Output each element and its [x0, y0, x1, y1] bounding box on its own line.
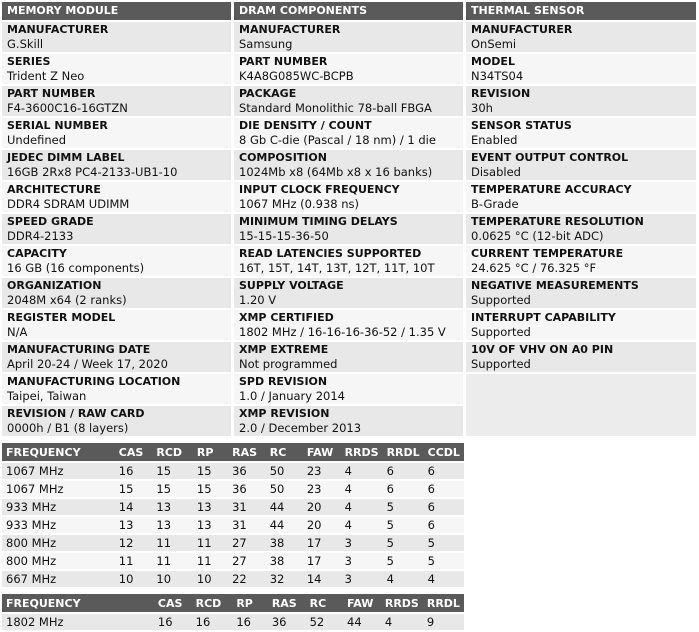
table-cell: 13 [152, 499, 193, 515]
table-cell: 27 [228, 553, 266, 569]
table-cell: 16 [192, 614, 233, 630]
field-label: SERIES [7, 55, 51, 68]
field-value: 16T, 15T, 14T, 13T, 12T, 11T, 10T [239, 261, 435, 275]
table-cell: 800 MHz [2, 535, 115, 551]
table-row [2, 535, 464, 551]
field-value: Supported [471, 325, 531, 339]
thermal-sensor-column [466, 2, 696, 436]
table-cell: 14 [303, 571, 341, 587]
column-header: CAS [154, 594, 192, 612]
table-cell: 13 [193, 499, 228, 515]
field-label: XMP CERTIFIED [239, 311, 334, 324]
info-field [466, 22, 696, 52]
table-cell: 11 [115, 553, 153, 569]
field-value: DDR4 SDRAM UDIMM [7, 197, 130, 211]
table-cell: 4 [341, 517, 383, 533]
info-field [2, 54, 231, 84]
dram-components-column [234, 2, 463, 438]
table-cell: 5 [424, 553, 464, 569]
table-cell: 52 [306, 614, 343, 630]
field-label: SPEED GRADE [7, 215, 94, 228]
table-cell: 44 [343, 614, 381, 630]
info-field [466, 182, 696, 212]
table-row [2, 614, 464, 630]
table-row [2, 499, 464, 515]
column-header: FREQUENCY [2, 594, 154, 612]
info-field [2, 86, 231, 116]
table-cell: 4 [341, 499, 383, 515]
table-cell: 4 [341, 481, 383, 497]
field-value: N/A [7, 325, 28, 339]
table-cell: 50 [266, 463, 303, 479]
table-cell: 15 [152, 481, 193, 497]
memory-module-column [2, 2, 231, 438]
xmp-timings-table [2, 592, 464, 632]
table-header-row [2, 443, 464, 461]
table-cell: 11 [152, 535, 193, 551]
table-cell: 17 [303, 553, 341, 569]
field-label: MANUFACTURER [239, 23, 341, 36]
table-cell: 15 [193, 481, 228, 497]
info-field [234, 22, 463, 52]
field-label: SENSOR STATUS [471, 119, 572, 132]
table-row [2, 517, 464, 533]
table-cell: 1067 MHz [2, 463, 115, 479]
field-label: TEMPERATURE RESOLUTION [471, 215, 644, 228]
table-header-row [2, 594, 464, 612]
field-value: Undefined [7, 133, 66, 147]
info-field [234, 310, 463, 340]
table-cell: 5 [383, 535, 424, 551]
table-cell: 31 [228, 517, 266, 533]
table-cell: 20 [303, 517, 341, 533]
info-field [2, 22, 231, 52]
field-value: Samsung [239, 37, 293, 51]
table-cell: 10 [115, 571, 153, 587]
info-field [234, 86, 463, 116]
field-value: 16 GB (16 components) [7, 261, 145, 275]
table-cell: 5 [424, 535, 464, 551]
table-cell: 4 [341, 463, 383, 479]
info-field [466, 86, 696, 116]
info-field [2, 246, 231, 276]
table-cell: 16 [154, 614, 192, 630]
column-header: RRDS [381, 594, 423, 612]
field-value: 0.0625 °C (12-bit ADC) [471, 229, 604, 243]
info-field [234, 54, 463, 84]
column-header: RP [232, 594, 268, 612]
table-cell: 15 [193, 463, 228, 479]
column-header: RAS [228, 443, 266, 461]
dram-components-header: DRAM COMPONENTS [234, 2, 463, 20]
info-field [466, 118, 696, 148]
field-label: 10V OF VHV ON A0 PIN [471, 343, 614, 356]
info-field [2, 182, 231, 212]
column-header: RAS [268, 594, 306, 612]
field-label: MINIMUM TIMING DELAYS [239, 215, 398, 228]
table-cell: 10 [193, 571, 228, 587]
table-cell: 4 [424, 571, 464, 587]
table-cell: 6 [383, 481, 424, 497]
info-field [2, 374, 231, 404]
info-field [2, 278, 231, 308]
info-field [234, 150, 463, 180]
table-cell: 13 [115, 517, 153, 533]
column-header: RRDL [383, 443, 424, 461]
field-value: Trident Z Neo [7, 69, 85, 83]
table-cell: 667 MHz [2, 571, 115, 587]
table-cell: 16 [232, 614, 268, 630]
field-label: ARCHITECTURE [7, 183, 101, 196]
field-label: MODEL [471, 55, 515, 68]
table-cell: 36 [228, 481, 266, 497]
field-label: PACKAGE [239, 87, 297, 100]
table-cell: 1067 MHz [2, 481, 115, 497]
info-field [2, 310, 231, 340]
field-value: G.Skill [7, 37, 44, 51]
info-field [234, 118, 463, 148]
field-label: INTERRUPT CAPABILITY [471, 311, 616, 324]
table-cell: 31 [228, 499, 266, 515]
table-cell: 44 [266, 517, 303, 533]
field-label: COMPOSITION [239, 151, 327, 164]
table-cell: 800 MHz [2, 553, 115, 569]
table-cell: 38 [266, 535, 303, 551]
field-label: REVISION / RAW CARD [7, 407, 145, 420]
table-cell: 1802 MHz [2, 614, 154, 630]
info-field [234, 406, 463, 436]
table-cell: 10 [152, 571, 193, 587]
field-label: XMP EXTREME [239, 343, 329, 356]
table-cell: 12 [115, 535, 153, 551]
field-label: SERIAL NUMBER [7, 119, 108, 132]
column-header: RRDS [341, 443, 383, 461]
column-header: RRDL [423, 594, 464, 612]
table-cell: 11 [152, 553, 193, 569]
field-label: NEGATIVE MEASUREMENTS [471, 279, 639, 292]
field-value: Taipei, Taiwan [7, 389, 87, 403]
column-header: FAW [343, 594, 381, 612]
field-label: REVISION [471, 87, 531, 100]
field-label: PART NUMBER [239, 55, 328, 68]
info-field [466, 214, 696, 244]
table-cell: 15 [115, 481, 153, 497]
info-field [2, 118, 231, 148]
table-cell: 44 [266, 499, 303, 515]
field-label: JEDEC DIMM LABEL [7, 151, 125, 164]
column-header: FAW [303, 443, 341, 461]
table-cell: 5 [383, 517, 424, 533]
column-header: RC [266, 443, 303, 461]
table-cell: 3 [341, 535, 383, 551]
field-value: Disabled [471, 165, 521, 179]
field-label: SUPPLY VOLTAGE [239, 279, 344, 292]
table-cell: 50 [266, 481, 303, 497]
field-value: 30h [471, 101, 493, 115]
table-cell: 6 [424, 499, 464, 515]
table-row [2, 463, 464, 479]
field-label: MANUFACTURING LOCATION [7, 375, 181, 388]
table-cell: 23 [303, 463, 341, 479]
table-cell: 11 [193, 535, 228, 551]
table-cell: 23 [303, 481, 341, 497]
field-value: 2048M x64 (2 ranks) [7, 293, 127, 307]
table-cell: 9 [423, 614, 464, 630]
column-header: RC [306, 594, 343, 612]
info-field [234, 246, 463, 276]
field-label: TEMPERATURE ACCURACY [471, 183, 632, 196]
field-value: 1024Mb x8 (64Mb x8 x 16 banks) [239, 165, 433, 179]
table-cell: 6 [424, 463, 464, 479]
column-header: CAS [115, 443, 153, 461]
field-value: 1802 MHz / 16-16-16-36-52 / 1.35 V [239, 325, 446, 339]
info-field [234, 278, 463, 308]
table-cell: 22 [228, 571, 266, 587]
field-label: ORGANIZATION [7, 279, 102, 292]
info-field [234, 374, 463, 404]
field-label: MANUFACTURING DATE [7, 343, 151, 356]
table-cell: 13 [152, 517, 193, 533]
info-field [2, 150, 231, 180]
field-label: CURRENT TEMPERATURE [471, 247, 624, 260]
table-cell: 11 [193, 553, 228, 569]
field-label: REGISTER MODEL [7, 311, 116, 324]
field-value: April 20-24 / Week 17, 2020 [7, 357, 168, 371]
table-cell: 32 [266, 571, 303, 587]
column-header: RCD [192, 594, 233, 612]
table-row [2, 553, 464, 569]
field-value: Standard Monolithic 78-ball FBGA [239, 101, 432, 115]
field-value: F4-3600C16-16GTZN [7, 101, 128, 115]
field-value: 0000h / B1 (8 layers) [7, 421, 129, 435]
field-label: XMP REVISION [239, 407, 330, 420]
field-value: 2.0 / December 2013 [239, 421, 362, 435]
field-value: 1.20 V [239, 293, 277, 307]
column-header: RCD [152, 443, 193, 461]
field-value: 1.0 / January 2014 [239, 389, 345, 403]
info-field [466, 342, 696, 372]
field-label: DIE DENSITY / COUNT [239, 119, 372, 132]
field-value: 24.625 °C / 76.325 °F [471, 261, 597, 275]
table-row [2, 571, 464, 587]
field-value: Not programmed [239, 357, 338, 371]
table-cell: 4 [381, 614, 423, 630]
table-cell: 16 [115, 463, 153, 479]
table-cell: 36 [228, 463, 266, 479]
field-label: PART NUMBER [7, 87, 96, 100]
column-header: CCDL [424, 443, 464, 461]
field-value: N34TS04 [471, 69, 524, 83]
table-cell: 6 [424, 517, 464, 533]
field-label: MANUFACTURER [471, 23, 573, 36]
info-field [2, 342, 231, 372]
info-field [234, 182, 463, 212]
table-cell: 13 [193, 517, 228, 533]
field-value: 15-15-15-36-50 [239, 229, 329, 243]
field-value: 16GB 2Rx8 PC4-2133-UB1-10 [7, 165, 178, 179]
empty-area [466, 374, 696, 436]
column-header: FREQUENCY [2, 443, 115, 461]
thermal-sensor-header: THERMAL SENSOR [466, 2, 696, 20]
field-value: DDR4-2133 [7, 229, 74, 243]
field-value: Supported [471, 293, 531, 307]
table-cell: 6 [424, 481, 464, 497]
table-cell: 20 [303, 499, 341, 515]
jedec-timings-table [2, 441, 464, 589]
column-header: RP [193, 443, 228, 461]
info-field [234, 214, 463, 244]
info-field [234, 342, 463, 372]
field-value: B-Grade [471, 197, 519, 211]
field-value: 8 Gb C-die (Pascal / 18 nm) / 1 die [239, 133, 436, 147]
table-cell: 4 [383, 571, 424, 587]
field-value: OnSemi [471, 37, 517, 51]
table-cell: 14 [115, 499, 153, 515]
info-field [466, 278, 696, 308]
info-field [466, 54, 696, 84]
table-cell: 3 [341, 553, 383, 569]
table-cell: 36 [268, 614, 306, 630]
field-label: READ LATENCIES SUPPORTED [239, 247, 422, 260]
table-cell: 3 [341, 571, 383, 587]
field-label: CAPACITY [7, 247, 67, 260]
field-value: Enabled [471, 133, 518, 147]
table-cell: 5 [383, 499, 424, 515]
field-label: EVENT OUTPUT CONTROL [471, 151, 629, 164]
info-field [466, 310, 696, 340]
field-value: K4A8G085WC-BCPB [239, 69, 354, 83]
table-cell: 933 MHz [2, 499, 115, 515]
field-label: SPD REVISION [239, 375, 328, 388]
table-row [2, 481, 464, 497]
info-field [2, 214, 231, 244]
table-cell: 17 [303, 535, 341, 551]
table-cell: 15 [152, 463, 193, 479]
table-cell: 38 [266, 553, 303, 569]
table-cell: 6 [383, 463, 424, 479]
memory-module-header: MEMORY MODULE [2, 2, 231, 20]
field-label: INPUT CLOCK FREQUENCY [239, 183, 400, 196]
field-value: 1067 MHz (0.938 ns) [239, 197, 360, 211]
table-cell: 27 [228, 535, 266, 551]
field-label: MANUFACTURER [7, 23, 109, 36]
info-field [466, 246, 696, 276]
table-cell: 933 MHz [2, 517, 115, 533]
info-field [466, 150, 696, 180]
table-cell: 5 [383, 553, 424, 569]
field-value: Supported [471, 357, 531, 371]
info-field [2, 406, 231, 436]
